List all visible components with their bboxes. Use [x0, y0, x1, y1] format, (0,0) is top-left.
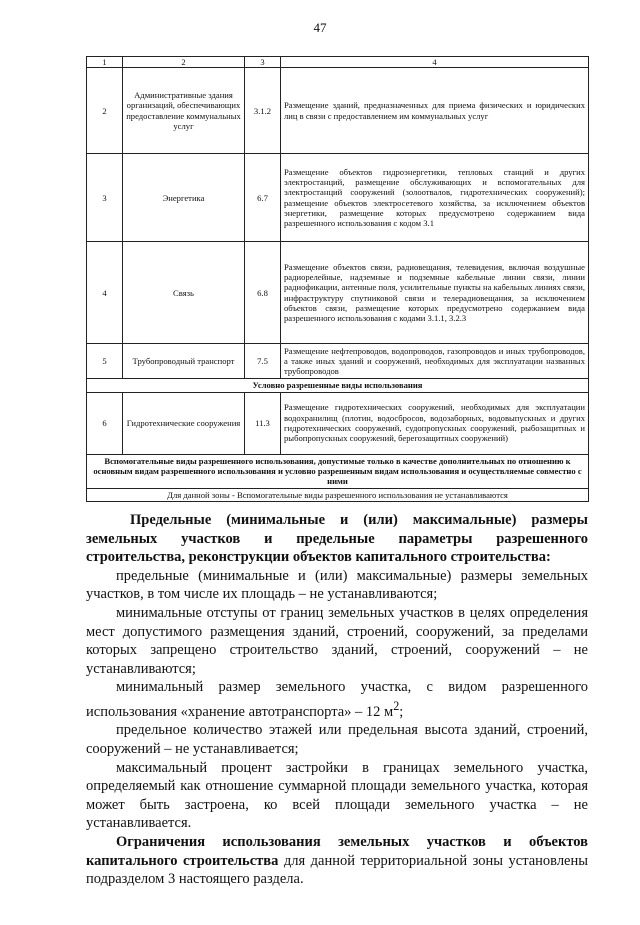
paragraph-text: для данной территориальной зоны установлены подразделом 3 настоящего раздела. — [86, 852, 588, 888]
use-type-name: Связь — [123, 242, 245, 344]
paragraph: минимальные отступы от границ земельных участков в целях определения мест допустимого размещения зданий, строений, сооружений, за пределами которых запрещено строительство зданий, строений, сооружений – не устанавливаются; — [86, 604, 588, 677]
paragraph: предельное количество этажей или предельная высота зданий, строений, сооружений – не устанавливается; — [86, 722, 588, 757]
use-type-code: 6.8 — [245, 242, 281, 344]
table-header-cell: 4 — [281, 57, 589, 68]
body-text — [86, 511, 588, 889]
conditional-uses-heading: Условно разрешенные виды использования — [87, 379, 589, 392]
use-type-description: Размещение гидротехнических сооружений, необходимых для эксплуатации водохранилищ (плотин, водосбросов, водозаборных, водовыпускных и других гидротехнических сооружений, судопропускных сооружений, рыбозащитных и рыбопропускных сооружений, берегозащитных сооружений) — [281, 392, 589, 454]
land-use-table — [86, 56, 589, 502]
superscript: 2 — [393, 698, 400, 713]
use-type-code: 3.1.2 — [245, 68, 281, 154]
row-number: 6 — [87, 392, 123, 454]
table-header-cell: 2 — [123, 57, 245, 68]
section-row — [87, 488, 589, 501]
table-row — [87, 68, 589, 154]
section-heading: Предельные (минимальные и (или) максимальные) размеры земельных участков и предельные параметры разрешенного строительства, реконструкции объектов капитального строительства: — [86, 512, 588, 566]
use-type-description: Размещение зданий, предназначенных для приема физических и юридических лиц в связи с предоставлением им коммунальных услуг — [281, 68, 589, 154]
page-number: 47 — [313, 20, 327, 35]
table-header-cell: 1 — [87, 57, 123, 68]
row-number: 2 — [87, 68, 123, 154]
table-header-row — [87, 57, 589, 68]
table-row — [87, 242, 589, 344]
bold-lead: Ограничения использования земельных участков и объектов капитального строительства — [86, 833, 588, 869]
use-type-code: 7.5 — [245, 344, 281, 379]
row-number: 4 — [87, 242, 123, 344]
use-type-description: Размещение объектов гидроэнергетики, тепловых станций и других электростанций, размещение обслуживающих и вспомогательных для электростанций сооружений (золоотвалов, гидротехнических сооружений); размещение объектов электросетевого хозяйства, за исключением объектов энергетики, размещение которых предусмотрено содержанием вида разрешенного использования с кодом 3.1 — [281, 154, 589, 242]
row-number: 3 — [87, 154, 123, 242]
auxiliary-uses-heading: Вспомогательные виды разрешенного использования, допустимые только в качестве дополнительных по отношению к основным видам разрешенного использования и условно разрешенным видам использования и осуществляемые совместно с ними — [87, 454, 589, 488]
table-row — [87, 344, 589, 379]
auxiliary-uses-note: Для данной зоны - Вспомогательные виды разрешенного использования не устанавливаются — [87, 488, 589, 501]
use-type-name: Трубопроводный транспорт — [123, 344, 245, 379]
use-type-code: 11.3 — [245, 392, 281, 454]
section-row — [87, 454, 589, 488]
use-type-name: Административные здания организаций, обеспечивающих предоставление коммунальных услуг — [123, 68, 245, 154]
paragraph: максимальный процент застройки в границах земельного участка, определяемый как отношение суммарной площади земельного участка, которая может быть застроена, ко всей площади земельного участка – не устанавливается. — [86, 759, 588, 832]
use-type-name: Энергетика — [123, 154, 245, 242]
use-type-code: 6.7 — [245, 154, 281, 242]
table-header-cell: 3 — [245, 57, 281, 68]
paragraph-text: ; — [399, 703, 404, 720]
paragraph: предельные (минимальные и (или) максимальные) размеры земельных участков, в том числе их площадь – не устанавливаются; — [86, 567, 588, 603]
use-type-description: Размещение нефтепроводов, водопроводов, газопроводов и иных трубопроводов, а также иных зданий и сооружений, необходимых для эксплуатации названных трубопроводов — [281, 344, 589, 379]
table-row — [87, 392, 589, 454]
paragraph-text: минимальный размер земельного участка, с видом разрешенного использования «хранение автотранспорта» – 12 м — [86, 679, 588, 720]
use-type-description: Размещение объектов связи, радиовещания, телевидения, включая воздушные радиорелейные, надземные и подземные кабельные линии связи, линии радиофикации, антенные поля, усилительные пункты на кабельных линиях связи, инфраструктуру спутниковой связи и телерадиовещания, за исключением объектов связи, размещение которых предусмотрено содержанием вида разрешенного использования с кодами 3.1.1, 3.2.3 — [281, 242, 589, 344]
paragraph — [86, 678, 588, 721]
paragraph — [86, 833, 588, 889]
table-row — [87, 154, 589, 242]
row-number: 5 — [87, 344, 123, 379]
use-type-name: Гидротехнические сооружения — [123, 392, 245, 454]
section-row — [87, 379, 589, 392]
